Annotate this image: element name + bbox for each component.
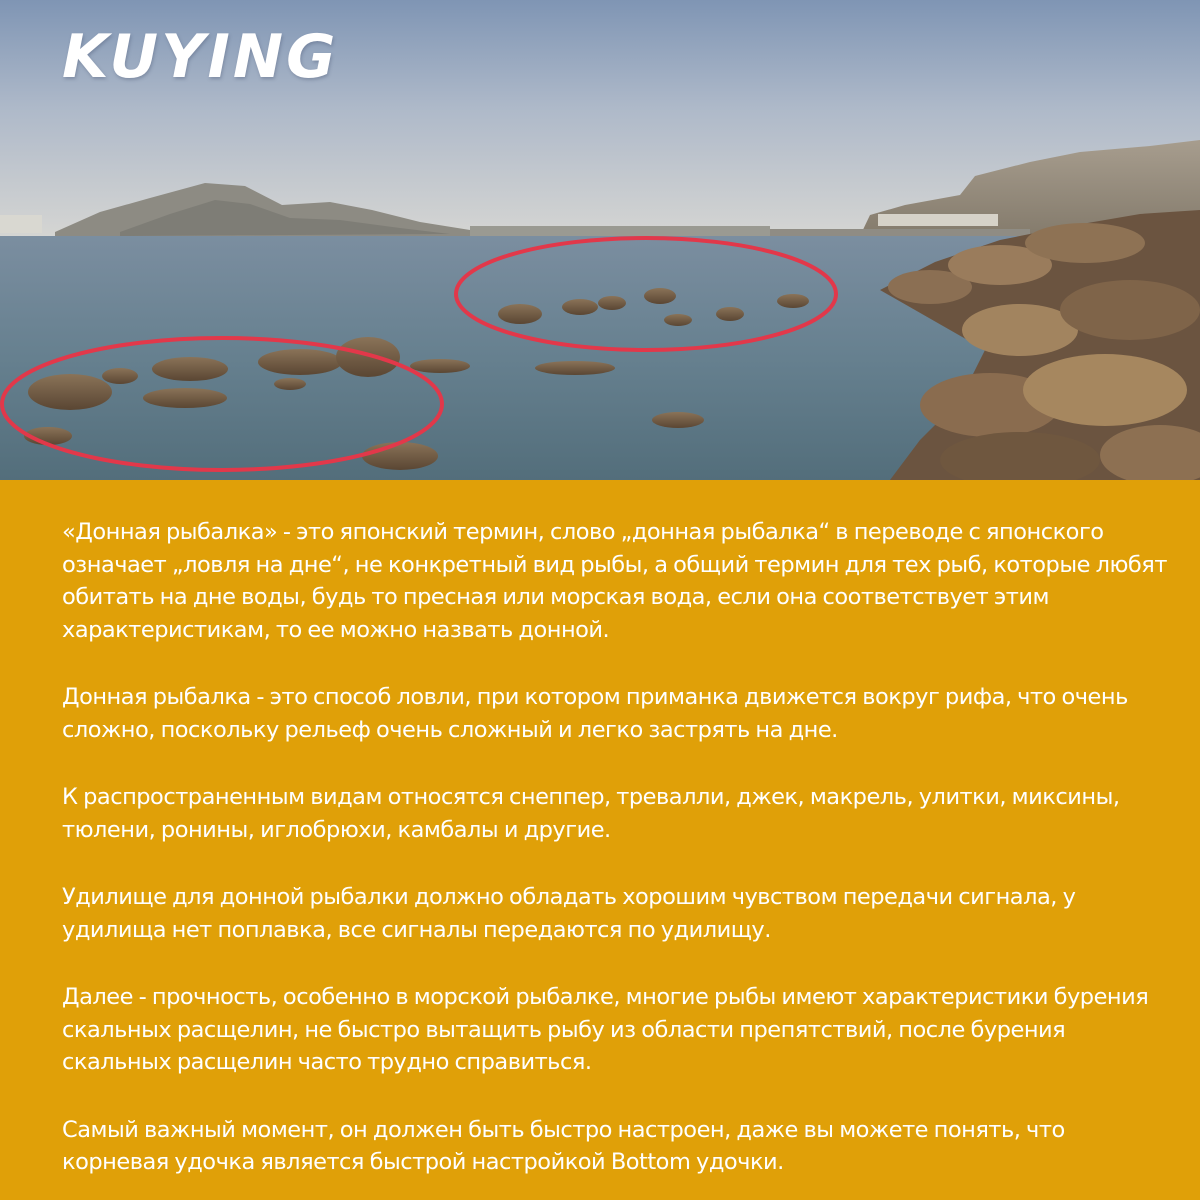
brand-logo: KUYING [62,22,339,92]
paragraph-rod-sensitivity: Удилище для донной рыбалки должно обладать хорошим чувством передачи сигнала, у удилища нет поплавка, все сигналы передаются по удилищу. [62,884,1076,943]
paragraph-definition: «Донная рыбалка» - это японский термин, слово „донная рыбалка“ в переводе с японского означает „ловля на дне“, не конкретный вид рыбы, а общий термин для тех рыб, которые любят обитать на дне воды, будь то пресная или морская вода, если она соответствует этим характеристикам, то ее можно назвать донной. [62,519,1167,643]
article-text-panel [0,480,1200,1200]
paragraph-species: К распространенным видам относятся снеппер, тревалли, джек, макрель, улитки, миксины, тюлени, ронины, иглобрюхи, камбалы и другие. [62,784,1120,843]
paragraph-method: Донная рыбалка - это способ ловли, при котором приманка движется вокруг рифа, что очень сложно, поскольку рельеф очень сложный и легко застрять на дне. [62,684,1128,743]
sea-rocks-photo [0,0,1200,480]
paragraph-strength: Далее - прочность, особенно в морской рыбалке, многие рыбы имеют характеристики бурения скальных расщелин, не быстро вытащить рыбу из области препятствий, после бурения скальных расщелин часто трудно справиться. [62,984,1149,1075]
paragraph-fast-action: Самый важный момент, он должен быть быстро настроен, даже вы можете понять, что корневая удочка является быстрой настройкой Bottom удочки. [62,1116,1065,1175]
